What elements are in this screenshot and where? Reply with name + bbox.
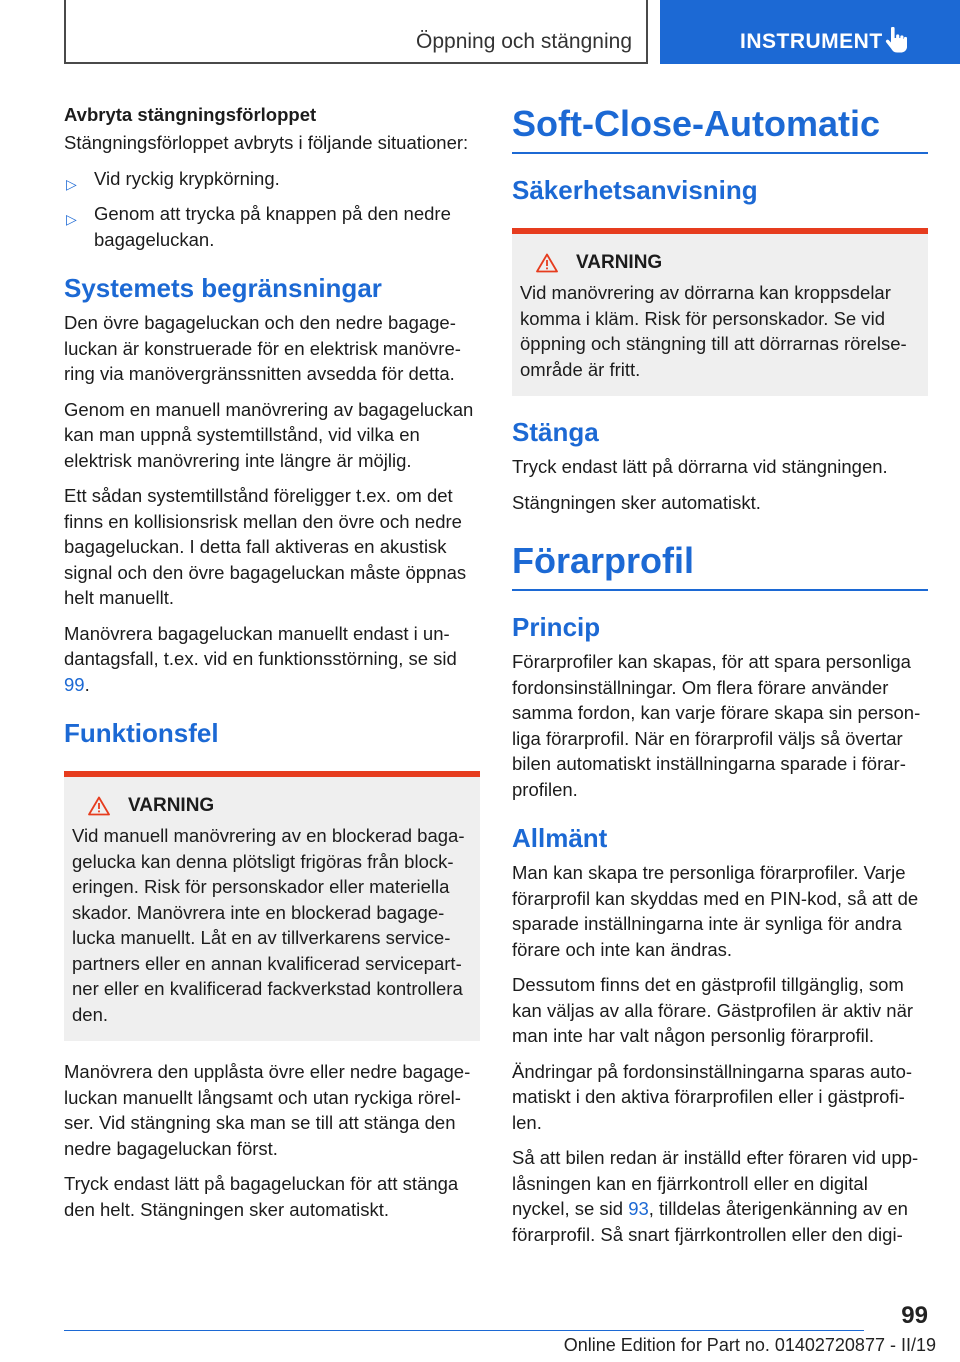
warning-box bbox=[64, 771, 480, 1041]
footer-edition: Online Edition for Part no. 01402720877 - II/19 bbox=[563, 1335, 936, 1355]
heading-principle: Princip bbox=[512, 612, 601, 642]
page-reference-link[interactable]: 99 bbox=[64, 673, 85, 695]
warning-title-text: VARNING bbox=[128, 795, 215, 816]
warning-body bbox=[64, 777, 480, 1041]
triangle-bullet-icon: ▷ bbox=[66, 211, 77, 227]
page-number: 99 bbox=[901, 1302, 928, 1329]
paragraph: Tryck endast lätt på dörrarna vid stängningen. bbox=[512, 456, 888, 477]
paragraph: Förarprofiler kan skapas, för att spara personliga fordonsinställningar. Om flera förare använder samma fordon, kan varje förare skapa sin personliga förarprofil. När en förarprofil väljs så övertar bilen automatiskt inställningarna sparade i förarprofilen. bbox=[512, 651, 921, 800]
list-item-text: Vid ryckig krypkörning. bbox=[94, 167, 280, 189]
heading-driver-profile: Förarprofil bbox=[512, 539, 928, 591]
heading-malfunction: Funktionsfel bbox=[64, 718, 219, 748]
warning-triangle-icon bbox=[536, 253, 558, 273]
list-item bbox=[64, 201, 480, 252]
left-column bbox=[64, 102, 480, 1232]
header-section-box bbox=[64, 0, 648, 64]
warning-box bbox=[512, 228, 928, 396]
paragraph: Stängningen sker automatiskt. bbox=[512, 491, 761, 513]
paragraph bbox=[64, 621, 480, 698]
paragraph: Man kan skapa tre personliga förarprofiler. Varje förarprofil kan skyddas med en PIN-kod, så att de sparade inställningarna inte är synliga för andra förare och inte kan ändras. bbox=[512, 862, 919, 960]
paragraph: Ändringar på fordonsinställningarna sparas automatiskt i den aktiva förarprofilen eller i gästprofilen. bbox=[512, 1060, 913, 1133]
page-reference-link[interactable]: 93 bbox=[628, 1198, 649, 1219]
warning-title-text: VARNING bbox=[576, 252, 663, 273]
list-item-text: Genom att trycka på knappen på den nedre bagageluckan. bbox=[94, 203, 451, 250]
paragraph: Den övre bagageluckan och den nedre bagageluckan är konstruerade för en elektrisk manövrering via manövergränssnitten avsedda för detta. bbox=[64, 312, 461, 384]
warning-title bbox=[520, 252, 920, 274]
heading-safety-notice: Säkerhetsanvisning bbox=[512, 175, 758, 205]
warning-title bbox=[72, 795, 472, 817]
heading-soft-close: Soft-Close-Automatic bbox=[512, 102, 928, 154]
paragraph-text: Så att bilen redan är inställd efter föraren vid upplåsningen kan en fjärrkontroll eller en digital nyckel, se sid bbox=[512, 1147, 919, 1219]
chapter-tab[interactable] bbox=[660, 0, 960, 64]
right-column bbox=[512, 102, 928, 1257]
section-title: Öppning och stängning bbox=[416, 30, 632, 53]
paragraph: Ett sådan systemtillstånd föreligger t.ex. om det finns en kollisionsrisk mellan den övre och nedre bagageluckan. I detta fall aktiveras en akustisk signal och den övre bagageluckan måste öppnas helt manuellt. bbox=[64, 485, 467, 608]
paragraph: Stängningsförloppet avbryts i följande situationer: bbox=[64, 132, 469, 153]
warning-triangle-icon bbox=[88, 796, 110, 816]
warning-text: Vid manuell manövrering av en blockerad bagagelucka kan denna plötsligt frigöras från blockeringen. Risk för personskador eller materiella skador. Manövrera inte en blockerad bagagelucka manuellt. Låt en av tillverkarens servicepartners eller en annan kvalificerad servicepartner eller en kvalificerad fackverkstad kontrollera den. bbox=[72, 825, 465, 1025]
list-item bbox=[64, 166, 480, 192]
chapter-tab-label: INSTRUMENT bbox=[740, 30, 883, 53]
heading-general: Allmänt bbox=[512, 823, 608, 853]
triangle-bullet-icon: ▷ bbox=[66, 175, 77, 192]
subheading-cancel-closing: Avbryta stängningsförloppet bbox=[64, 104, 317, 125]
paragraph-text-end: , tilldelas återigenkänning av en förarprofil. Så snart fjärrkontrollen eller den digi- bbox=[512, 1198, 908, 1245]
paragraph: Genom en manuell manövrering av bagageluckan kan man uppnå systemtillstånd, vid vilka en elektrisk manövrering inte längre är möjlig. bbox=[64, 398, 474, 471]
paragraph: Tryck endast lätt på bagageluckan för att stänga den helt. Stängningen sker automatiskt. bbox=[64, 1173, 459, 1220]
paragraph-text: Manövrera bagageluckan manuellt endast i undantagsfall, t.ex. vid en funktionsstörning, se sid bbox=[64, 622, 457, 669]
heading-system-limits: Systemets begränsningar bbox=[64, 273, 382, 303]
warning-text: Vid manövrering av dörrarna kan kroppsdelar komma i kläm. Risk för personskador. Se vid öppning och stängning till att dörrarnas rörelseområde är fritt. bbox=[520, 282, 907, 380]
hand-pointer-icon bbox=[885, 27, 907, 53]
warning-body bbox=[512, 234, 928, 396]
paragraph bbox=[512, 1145, 928, 1247]
heading-close: Stänga bbox=[512, 417, 599, 447]
footer-divider bbox=[64, 1330, 864, 1331]
paragraph-text-end: . bbox=[84, 673, 90, 695]
paragraph: Manövrera den upplåsta övre eller nedre bagageluckan manuellt långsamt och utan ryckiga rörelser. Vid stängning ska man se till att stänga den nedre bagageluckan först. bbox=[64, 1061, 471, 1159]
paragraph: Dessutom finns det en gästprofil tillgänglig, som kan väljas av alla förare. Gästprofilen är aktiv när man inte har valt någon personlig förarprofil. bbox=[512, 974, 914, 1046]
bullet-list bbox=[64, 166, 480, 253]
